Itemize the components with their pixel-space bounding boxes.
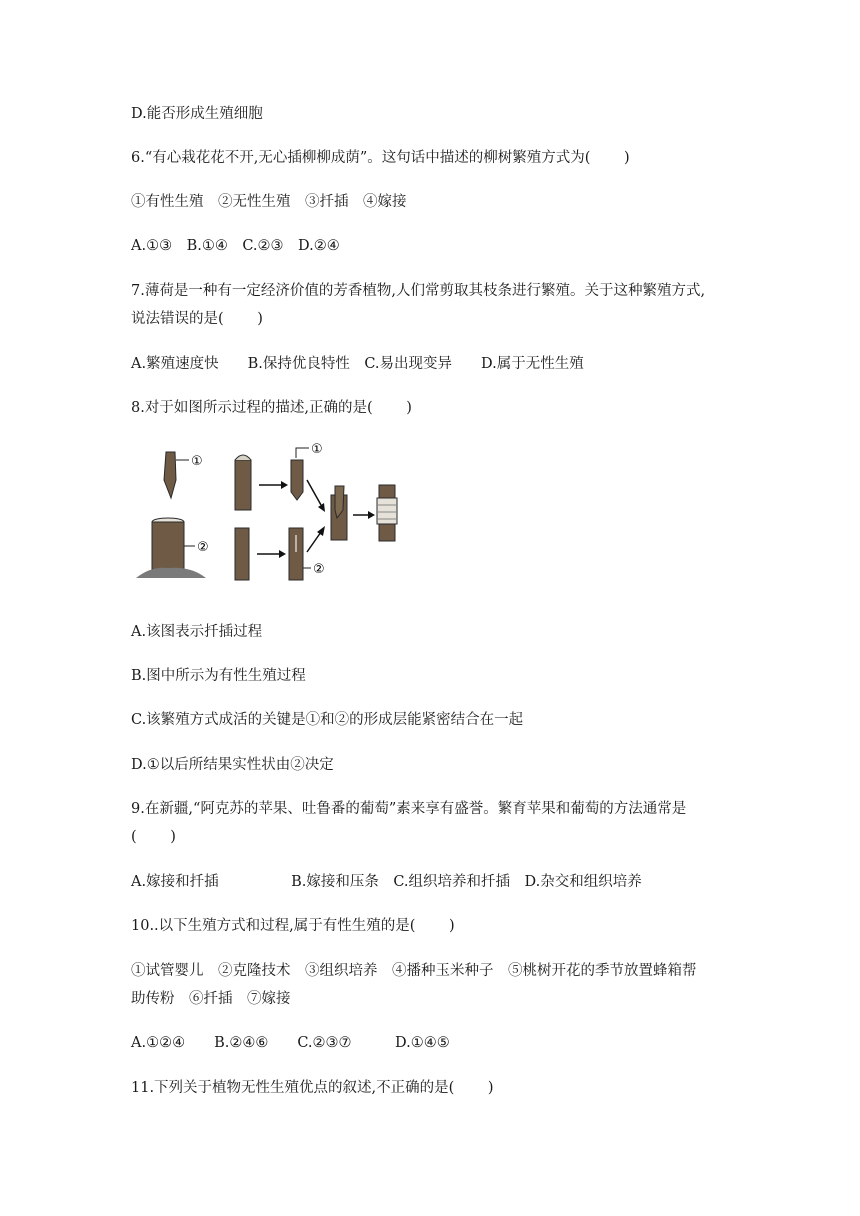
label-stock-2: ②: [313, 562, 325, 577]
q8-option-c: C.该繁殖方式成活的关键是①和②的形成层能紧密结合在一起: [131, 712, 524, 728]
q10-choices: ①试管婴儿 ②克隆技术 ③组织培养 ④播种玉米种子 ⑤桃树开花的季节放置蜂箱帮: [131, 963, 697, 979]
q10-choices-cont: 助传粉 ⑥扦插 ⑦嫁接: [131, 991, 291, 1007]
q8-option-b: B.图中所示为有性生殖过程: [131, 668, 306, 684]
question-11: 11.下列关于植物无性生殖优点的叙述,不正确的是( ): [131, 1080, 494, 1096]
question-8: 8.对于如图所示过程的描述,正确的是( ): [131, 400, 412, 416]
question-10: 10..以下生殖方式和过程,属于有性生殖的是( ): [131, 918, 455, 934]
question-6: 6.“有心栽花花不开,无心插柳柳成荫”。这句话中描述的柳树繁殖方式为( ): [131, 150, 630, 166]
q7-options: A.繁殖速度快 B.保持优良特性 C.易出现变异 D.属于无性生殖: [131, 356, 584, 372]
q8-option-a: A.该图表示扦插过程: [131, 624, 263, 640]
question-7-cont: 说法错误的是( ): [131, 311, 263, 327]
grafting-figure: [131, 440, 416, 585]
label-scion: ①: [191, 454, 203, 469]
question-9: 9.在新疆,“阿克苏的苹果、吐鲁番的葡萄”素来享有盛誉。繁育苹果和葡萄的方法通常是: [131, 801, 687, 817]
q6-options: A.①③ B.①④ C.②③ D.②④: [131, 238, 340, 254]
q6-choices: ①有性生殖 ②无性生殖 ③扦插 ④嫁接: [131, 194, 407, 210]
option-d-q5: D.能否形成生殖细胞: [131, 106, 263, 122]
question-9-cont: ( ): [131, 829, 176, 845]
q9-options: A.嫁接和扦插 B.嫁接和压条 C.组织培养和扦插 D.杂交和组织培养: [131, 874, 642, 890]
q10-options: A.①②④ B.②④⑥ C.②③⑦ D.①④⑤: [131, 1035, 450, 1051]
question-7: 7.薄荷是一种有一定经济价值的芳香植物,人们常剪取其枝条进行繁殖。关于这种繁殖方式,: [131, 283, 706, 299]
q8-option-d: D.①以后所结果实性状由②决定: [131, 757, 334, 773]
label-stock: ②: [197, 540, 209, 555]
label-scion-2: ①: [311, 442, 323, 457]
